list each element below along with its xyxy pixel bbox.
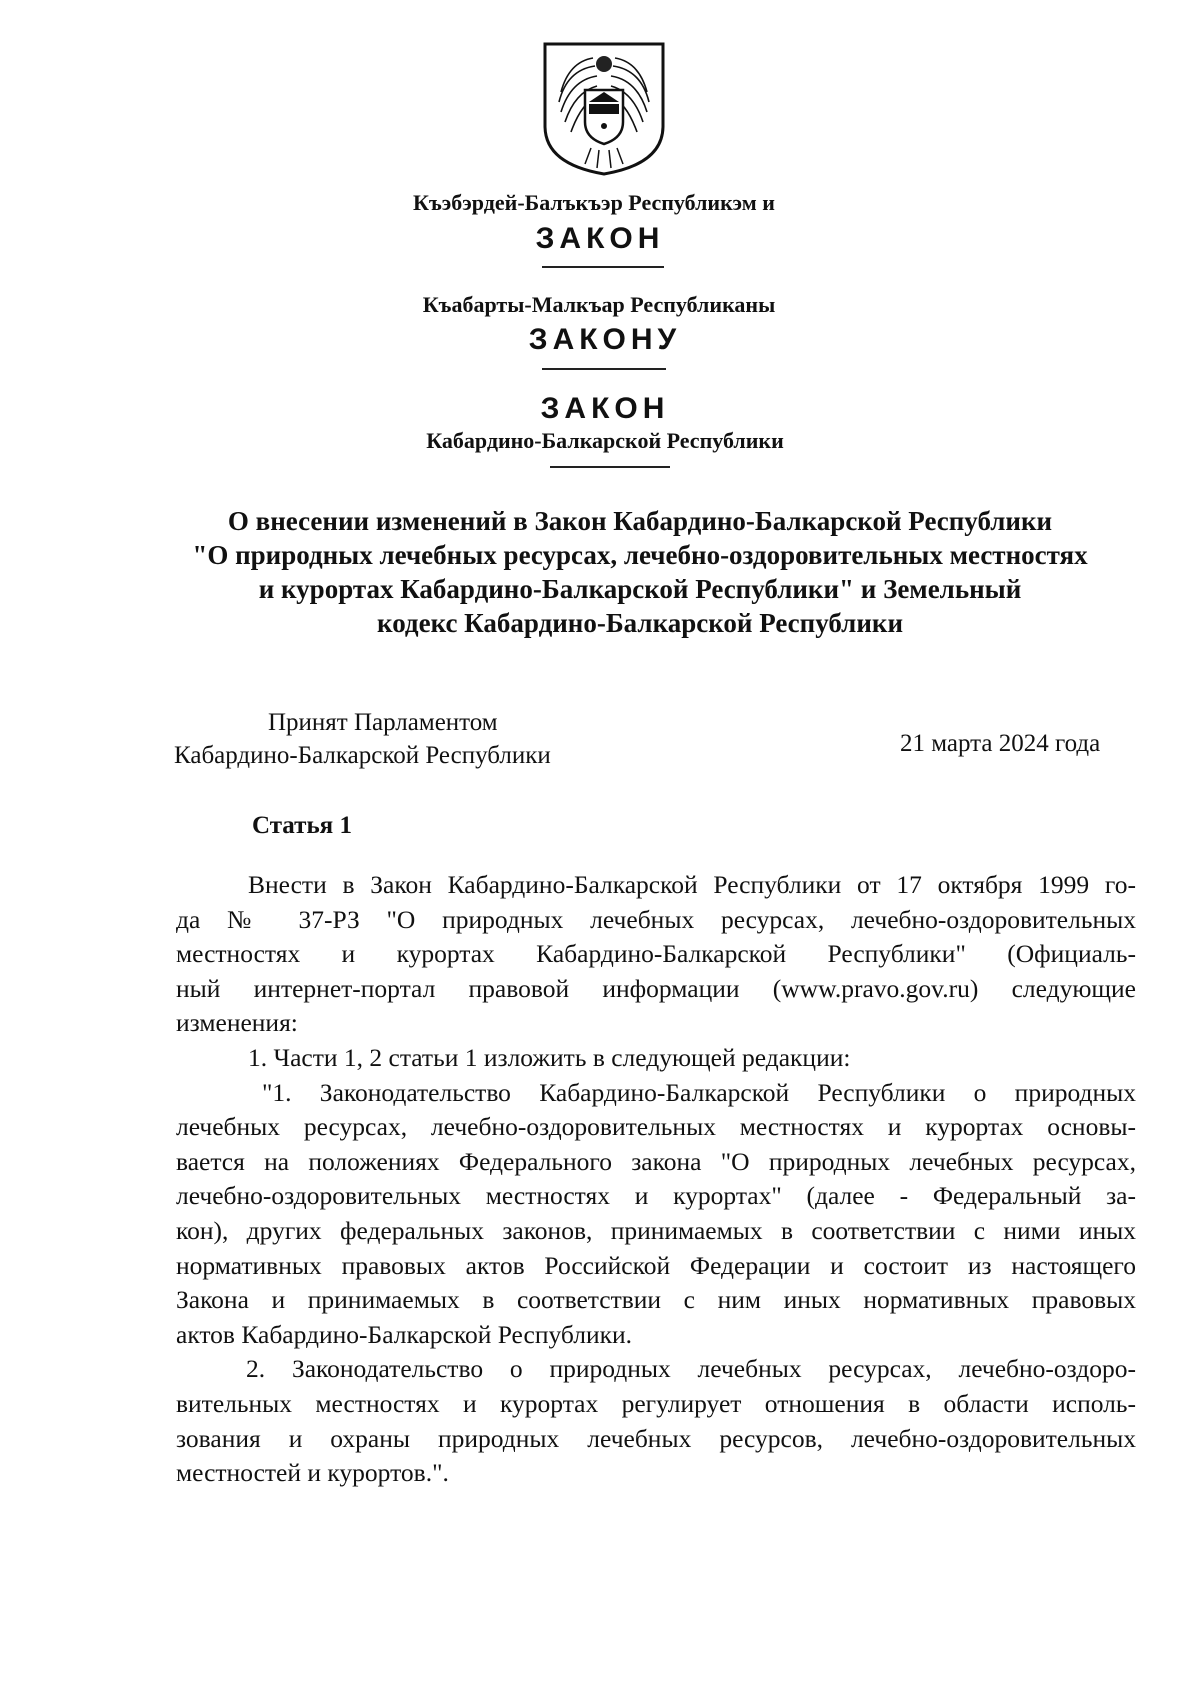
- russian-republic-line: Кабардино-Балкарской Республики: [426, 428, 784, 453]
- text-line: лечебно-оздоровительных местностях и курортах" (далее - Федеральный за-: [176, 1181, 1136, 1211]
- text-line: ный интернет-портал правовой информации (www.pravo.gov.ru) следующие: [176, 973, 1136, 1003]
- text-line: 2. Законодательство о природных лечебных ресурсах, лечебно-оздоро-: [246, 1354, 1136, 1384]
- text-line: актов Кабардино-Балкарской Республики.: [176, 1319, 633, 1349]
- article-heading: Статья 1: [252, 812, 352, 839]
- balkar-law-word: ЗАКОНУ: [528, 323, 682, 356]
- title-line: кодекс Кабардино-Балкарской Республики: [377, 608, 903, 638]
- text-line: лечебных ресурсах, лечебно-оздоровительных местностях и курортах основы-: [176, 1112, 1136, 1142]
- text-line: изменения:: [176, 1008, 298, 1038]
- title-line: и курортах Кабардино-Балкарской Республики" и Земельный: [258, 574, 1022, 604]
- text-line: зования и охраны природных лечебных ресурсов, лечебно-оздоровительных: [176, 1423, 1136, 1453]
- text-line: Внести в Закон Кабардино-Балкарской Республики от 17 октября 1999 го-: [248, 870, 1136, 899]
- text-line: да № 37-РЗ "О природных лечебных ресурсах, лечебно-оздоровительных: [176, 904, 1136, 934]
- kabardian-republic-line: Къэбэрдей-Балъкъэр Республикэм и: [413, 190, 775, 215]
- adopted-by-parliament: Кабардино-Балкарской Республики: [174, 742, 551, 769]
- text-line: вается на положениях Федерального закона "О природных лечебных ресурсах,: [176, 1146, 1136, 1176]
- russian-law-word: ЗАКОН: [540, 392, 670, 425]
- adopted-by-line: Принят Парламентом: [268, 709, 498, 736]
- text-line: кон), других федеральных законов, принимаемых в соответствии с ними иных: [176, 1215, 1136, 1245]
- adoption-date: 21 марта 2024 года: [900, 730, 1101, 757]
- divider: [550, 466, 670, 468]
- law-title: [150, 504, 1130, 640]
- text-line: Закона и принимаемых в соответствии с ним иных нормативных правовых: [176, 1285, 1136, 1315]
- text-line: "1. Законодательство Кабардино-Балкарской Республики о природных: [262, 1077, 1136, 1107]
- title-line: "О природных лечебных ресурсах, лечебно-оздоровительных местностях: [192, 540, 1088, 570]
- text-line: местностей и курортов.".: [176, 1458, 449, 1488]
- coat-of-arms-icon: [541, 40, 667, 178]
- title-line: О внесении изменений в Закон Кабардино-Балкарской Республики: [227, 506, 1053, 536]
- text-line: 1. Части 1, 2 статьи 1 изложить в следующей редакции:: [248, 1042, 851, 1072]
- text-line: нормативных правовых актов Российской Федерации и состоит из настоящего: [176, 1250, 1136, 1280]
- balkar-republic-line: Къабарты-Малкъар Республиканы: [422, 292, 776, 317]
- divider: [542, 266, 664, 268]
- divider: [542, 368, 666, 370]
- text-line: местностях и курортах Кабардино-Балкарской Республики" (Официаль-: [176, 939, 1136, 969]
- kabardian-law-word: ЗАКОН: [535, 222, 665, 255]
- text-line: вительных местностях и курортах регулирует отношения в области исполь-: [176, 1388, 1136, 1418]
- article-body: [176, 868, 1136, 1491]
